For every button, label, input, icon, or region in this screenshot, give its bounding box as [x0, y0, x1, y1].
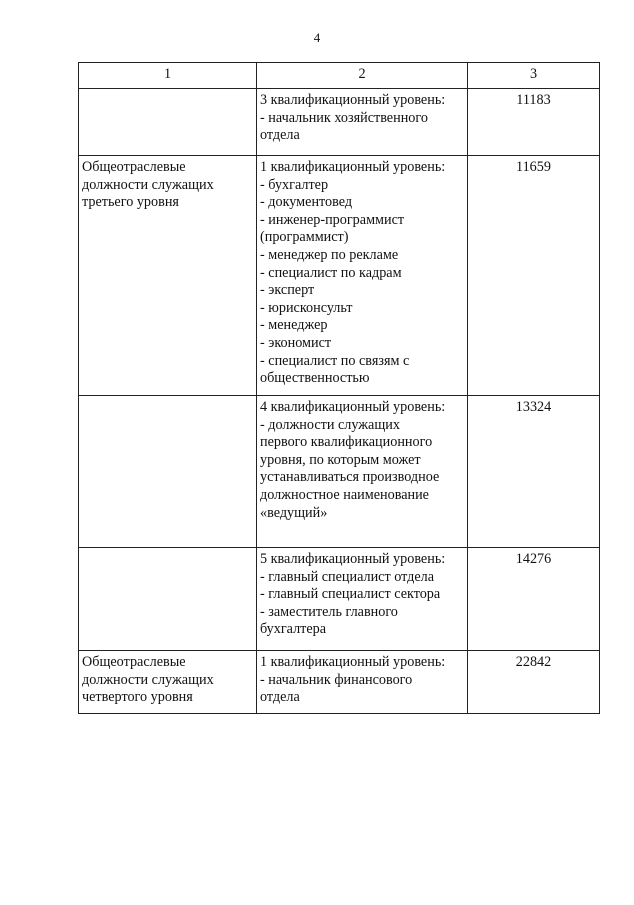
table-header-row — [79, 63, 600, 89]
position-line: бухгалтера — [260, 621, 327, 638]
position-line: - инженер-программист — [260, 211, 405, 228]
position-line: (программист) — [260, 229, 349, 246]
page-number: 4 — [313, 30, 321, 45]
positions-cell — [257, 396, 468, 548]
position-line: - главный специалист сектора — [260, 586, 441, 603]
position-line: первого квалификационного — [260, 434, 433, 451]
table-row — [79, 396, 600, 548]
table-row — [79, 156, 600, 396]
salary-amount: 14276 — [468, 548, 600, 651]
position-line: 1 квалификационный уровень: — [260, 159, 446, 175]
group-line: Общеотраслевые — [82, 654, 186, 670]
position-line: «ведущий» — [260, 504, 328, 521]
position-line: - специалист по кадрам — [260, 264, 402, 281]
position-line: отдела — [260, 689, 300, 706]
position-line: - бухгалтер — [260, 176, 329, 193]
salary-amount: 13324 — [468, 396, 600, 548]
column-header-3: 3 — [468, 63, 600, 89]
position-line: - экономист — [260, 334, 332, 351]
position-line: - начальник хозяйственного — [260, 109, 428, 126]
position-line: 1 квалификационный уровень: — [260, 654, 446, 670]
position-line: - главный специалист отдела — [260, 568, 435, 585]
salary-amount: 22842 — [468, 651, 600, 714]
group-line: четвертого уровня — [82, 689, 193, 706]
group-line: должности служащих — [82, 176, 214, 193]
salary-table — [78, 62, 600, 714]
position-line: - документовед — [260, 194, 353, 211]
column-header-2: 2 — [257, 63, 468, 89]
table-row — [79, 651, 600, 714]
group-cell — [79, 548, 257, 651]
positions-cell — [257, 548, 468, 651]
position-line: 5 квалификационный уровень: — [260, 551, 446, 567]
salary-amount: 11183 — [468, 89, 600, 156]
position-line: устанавливаться производное — [260, 469, 440, 486]
position-line: 3 квалификационный уровень: — [260, 92, 446, 108]
position-line: отдела — [260, 127, 300, 144]
column-header-1: 1 — [79, 63, 257, 89]
positions-cell — [257, 156, 468, 396]
salary-amount: 11659 — [468, 156, 600, 396]
group-line: Общеотраслевые — [82, 159, 186, 175]
position-line: - менеджер по рекламе — [260, 246, 399, 263]
position-line: - юрисконсульт — [260, 299, 353, 316]
position-line: - эксперт — [260, 282, 315, 299]
group-line: должности служащих — [82, 671, 214, 688]
position-line: уровня, по которым может — [260, 451, 421, 468]
position-line: - должности служащих — [260, 416, 400, 433]
position-line: 4 квалификационный уровень: — [260, 399, 446, 415]
position-line: общественностью — [260, 370, 370, 387]
position-line: - менеджер — [260, 317, 328, 334]
group-cell — [79, 89, 257, 156]
group-cell — [79, 156, 257, 396]
group-line: третьего уровня — [82, 194, 179, 211]
positions-cell — [257, 651, 468, 714]
position-line: - специалист по связям с — [260, 352, 410, 369]
group-cell — [79, 651, 257, 714]
position-line: - заместитель главного — [260, 603, 398, 620]
table-row — [79, 548, 600, 651]
positions-cell — [257, 89, 468, 156]
position-line: - начальник финансового — [260, 671, 413, 688]
table-row — [79, 89, 600, 156]
position-line: должностное наименование — [260, 486, 429, 503]
group-cell — [79, 396, 257, 548]
